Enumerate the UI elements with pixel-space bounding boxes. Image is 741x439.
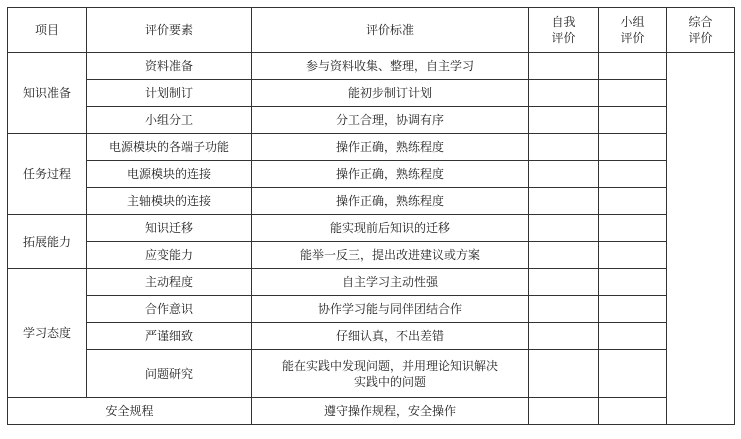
- table-row: [8, 107, 735, 134]
- group-cell-task-process: 任务过程: [8, 134, 87, 215]
- table-row: [8, 296, 735, 323]
- group-eval-cell[interactable]: [599, 53, 667, 80]
- standard-cell: 操作正确，熟练程度: [252, 188, 529, 215]
- table-row: [8, 188, 735, 215]
- element-cell: 电源模块的各端子功能: [87, 134, 252, 161]
- table-row: [8, 323, 735, 350]
- group-eval-cell[interactable]: [599, 323, 667, 350]
- self-eval-cell[interactable]: [529, 323, 599, 350]
- self-eval-cell[interactable]: [529, 398, 599, 425]
- element-cell: 严谨细致: [87, 323, 252, 350]
- overall-eval-cell[interactable]: [667, 53, 735, 425]
- standard-cell: 能实现前后知识的迁移: [252, 215, 529, 242]
- table-row: [8, 269, 735, 296]
- group-cell-extension-ability: 拓展能力: [8, 215, 87, 269]
- element-cell: 小组分工: [87, 107, 252, 134]
- standard-cell: [252, 350, 529, 398]
- table-row: [8, 215, 735, 242]
- standard-cell: 仔细认真，不出差错: [252, 323, 529, 350]
- header-group-eval-label: 小组 评价: [620, 15, 645, 45]
- self-eval-cell[interactable]: [529, 188, 599, 215]
- header-self-eval: [529, 8, 599, 53]
- group-eval-cell[interactable]: [599, 161, 667, 188]
- self-eval-cell[interactable]: [529, 80, 599, 107]
- header-group-eval: [599, 8, 667, 53]
- table-row: [8, 161, 735, 188]
- element-cell: 知识迁移: [87, 215, 252, 242]
- self-eval-cell[interactable]: [529, 134, 599, 161]
- element-cell: 主轴模块的连接: [87, 188, 252, 215]
- standard-cell: 能举一反三，提出改进建议或方案: [252, 242, 529, 269]
- group-eval-cell[interactable]: [599, 242, 667, 269]
- standard-cell: 能初步制订计划: [252, 80, 529, 107]
- group-eval-cell[interactable]: [599, 398, 667, 425]
- group-eval-cell[interactable]: [599, 350, 667, 398]
- group-cell-learning-attitude: 学习态度: [8, 269, 87, 398]
- element-cell: 合作意识: [87, 296, 252, 323]
- self-eval-cell[interactable]: [529, 107, 599, 134]
- group-eval-cell[interactable]: [599, 134, 667, 161]
- standard-cell: 参与资料收集、整理，自主学习: [252, 53, 529, 80]
- self-eval-cell[interactable]: [529, 242, 599, 269]
- element-cell: 主动程度: [87, 269, 252, 296]
- header-item: 项目: [8, 8, 87, 53]
- group-eval-cell[interactable]: [599, 296, 667, 323]
- self-eval-cell[interactable]: [529, 161, 599, 188]
- group-cell-knowledge-prep: 知识准备: [8, 53, 87, 134]
- standard-cell: 遵守操作规程，安全操作: [252, 398, 529, 425]
- element-cell: 问题研究: [87, 350, 252, 398]
- table-row: [8, 134, 735, 161]
- table-row: [8, 53, 735, 80]
- table-row: [8, 350, 735, 398]
- element-cell: 电源模块的连接: [87, 161, 252, 188]
- self-eval-cell[interactable]: [529, 350, 599, 398]
- header-row: [8, 8, 735, 53]
- group-eval-cell[interactable]: [599, 188, 667, 215]
- header-overall-eval-label: 综合 评价: [688, 15, 713, 45]
- element-cell: 资料准备: [87, 53, 252, 80]
- table-row: [8, 242, 735, 269]
- group-eval-cell[interactable]: [599, 215, 667, 242]
- self-eval-cell[interactable]: [529, 269, 599, 296]
- group-eval-cell[interactable]: [599, 269, 667, 296]
- header-overall-eval: [667, 8, 735, 53]
- table-row: [8, 80, 735, 107]
- standard-cell: 分工合理，协调有序: [252, 107, 529, 134]
- standard-cell: 操作正确，熟练程度: [252, 161, 529, 188]
- header-element: 评价要素: [87, 8, 252, 53]
- header-standard: 评价标准: [252, 8, 529, 53]
- self-eval-cell[interactable]: [529, 296, 599, 323]
- self-eval-cell[interactable]: [529, 53, 599, 80]
- element-cell: 计划制订: [87, 80, 252, 107]
- standard-cell: 操作正确，熟练程度: [252, 134, 529, 161]
- group-eval-cell[interactable]: [599, 107, 667, 134]
- header-self-eval-label: 自我 评价: [551, 15, 576, 45]
- standard-cell: 自主学习主动性强: [252, 269, 529, 296]
- evaluation-table: [7, 7, 735, 425]
- standard-cell: 协作学习能与同伴团结合作: [252, 296, 529, 323]
- table-row-safety: [8, 398, 735, 425]
- group-eval-cell[interactable]: [599, 80, 667, 107]
- safety-label-cell: 安全规程: [8, 398, 252, 425]
- self-eval-cell[interactable]: [529, 215, 599, 242]
- standard-text: 能在实践中发现问题，并用理论知识解决 实践中的问题: [281, 358, 498, 389]
- element-cell: 应变能力: [87, 242, 252, 269]
